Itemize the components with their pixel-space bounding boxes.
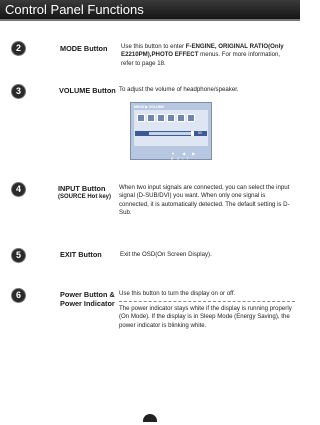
power-button-label-line2: Power Indicator [60,299,115,308]
power-button-label-line1: Power Button & [60,290,115,299]
power-indicator-description: The power indicator stays white if the display is running properly (On Mode). If the display is in Sleep Mode (Energy Saving), the power indicator is blinking white. [119,305,292,329]
volume-button-label: VOLUME Button [59,86,116,95]
osd-icon [137,114,145,122]
osd-menu-title: MENU ▶ VOLUME [134,105,164,109]
osd-icon [157,114,165,122]
osd-volume-slider [135,131,207,136]
osd-icon [177,114,185,122]
step-number-badge: 3 [12,85,25,98]
osd-footer-controls: ▼ ◀ ▶ EXIT [171,151,199,161]
osd-volume-fill [149,132,193,135]
exit-button-label: EXIT Button [60,250,102,259]
step-number-badge: 5 [12,249,25,262]
mode-desc-bold: F-ENGINE, ORIGINAL RATIO(Only E2210PM),PHOTO EFFECT [121,43,284,59]
input-button-label: INPUT Button [58,184,106,193]
input-button-sublabel: (SOURCE Hot key) [58,194,112,200]
page-header [0,0,300,21]
osd-icon-row [137,114,205,122]
mode-desc-prefix: Use this button to enter [121,43,186,50]
osd-icon [167,114,175,122]
osd-icon [147,114,155,122]
step-number-badge: 2 [12,42,25,55]
step-number-badge: 4 [12,183,25,196]
page-title: Control Panel Functions [5,2,144,17]
exit-button-description: Exit the OSD(On Screen Display). [120,251,212,258]
mode-desc-suffix: menus. For more information, refer to page 18. [121,51,281,67]
input-button-description: When two input signals are connected, you can select the input signal (D-SUB/DVI) you want. When only one signal is connected, it is automatically detected. The default setting is D-Sub. [119,184,290,216]
volume-button-description: To adjust the volume of headphone/speaker. [119,86,239,93]
step-number-badge: 6 [12,289,25,302]
page-number-tab [143,414,157,422]
mode-button-description [121,43,291,68]
osd-volume-knob [191,131,194,136]
header-rule [0,19,300,21]
osd-volume-value: 50 [198,131,202,135]
volume-osd-screenshot [130,102,212,160]
mode-button-label: MODE Button [60,44,108,53]
osd-icon [187,114,195,122]
power-section-divider [119,301,295,302]
power-button-description: Use this button to turn the display on or off. [119,290,236,297]
